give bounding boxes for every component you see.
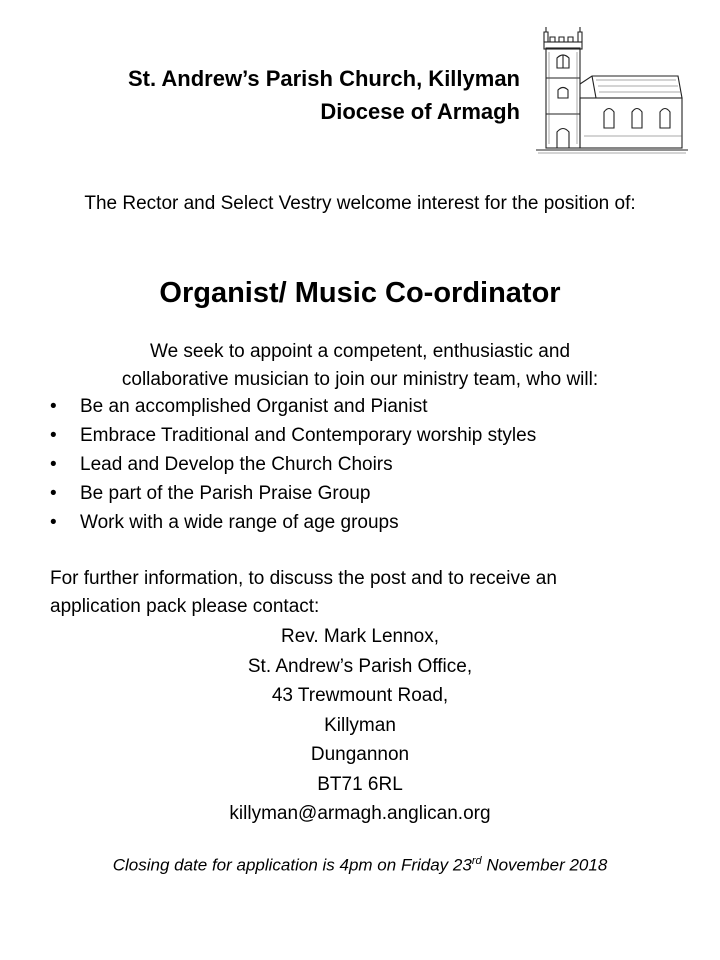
document-header <box>0 62 520 128</box>
contact-block <box>40 622 680 829</box>
contact-email: killyman@armagh.anglican.org <box>229 803 491 824</box>
contact-town: Killyman <box>324 714 396 736</box>
contact-city: Dungannon <box>310 744 410 765</box>
intro-text: The Rector and Select Vestry welcome interest for the position of: <box>84 193 636 214</box>
bullet-icon: • <box>50 396 57 417</box>
bullet-icon: • <box>50 483 57 504</box>
contact-name: Rev. Mark Lennox, <box>280 626 440 647</box>
further-info <box>50 565 690 621</box>
contact-postcode: BT71 6RL <box>317 773 403 795</box>
closing-date <box>40 848 680 879</box>
diocese-name: Diocese of Armagh <box>320 99 520 124</box>
church-name: St. Andrew’s Parish Church, Killyman <box>127 66 520 91</box>
duty-item <box>50 450 690 479</box>
contact-office: St. Andrew’s Parish Office, <box>247 655 473 677</box>
bullet-icon: • <box>50 425 57 446</box>
church-illustration <box>536 24 688 156</box>
position-title: Organist/ Music Co-ordinator <box>159 277 561 309</box>
duties-list <box>50 392 690 537</box>
contact-street: 43 Trewmount Road, <box>271 685 449 706</box>
duty-text: Be an accomplished Organist and Pianist <box>80 396 428 417</box>
duty-item <box>50 421 690 450</box>
further-info-line-1: For further information, to discuss the post and to receive an <box>50 568 557 589</box>
bullet-icon: • <box>50 512 57 533</box>
duty-text: Embrace Traditional and Contemporary worship styles <box>80 425 537 446</box>
duty-item <box>50 508 690 537</box>
seek-paragraph <box>40 338 680 394</box>
further-info-line-2: application pack please contact: <box>50 596 320 617</box>
duty-text: Work with a wide range of age groups <box>80 512 399 533</box>
duty-text: Lead and Develop the Church Choirs <box>80 454 393 475</box>
bullet-icon: • <box>50 454 57 475</box>
seek-line-2: collaborative musician to join our ministry team, who will: <box>121 369 599 390</box>
closing-text-start: Closing date for application is 4pm on Friday 23 <box>112 855 472 875</box>
duty-item <box>50 392 690 421</box>
duty-item <box>50 479 690 508</box>
closing-superscript: rd <box>471 855 482 867</box>
seek-line-1: We seek to appoint a competent, enthusiastic and <box>149 341 571 362</box>
closing-text-end: November 2018 <box>481 855 608 875</box>
duty-text: Be part of the Parish Praise Group <box>80 483 371 504</box>
